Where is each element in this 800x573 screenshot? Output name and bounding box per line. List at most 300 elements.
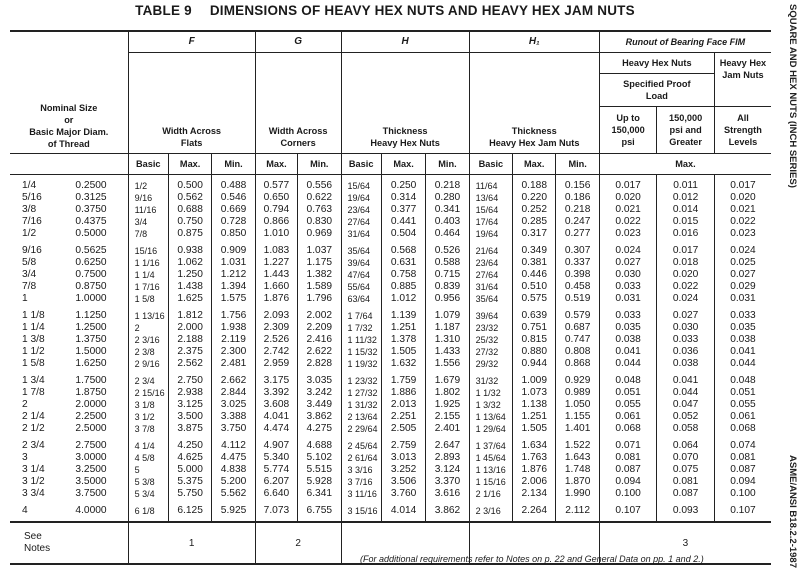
table-cell: 1.505 bbox=[381, 346, 425, 358]
table-cell: 2.526 bbox=[255, 334, 297, 346]
table-cell: 0.687 bbox=[556, 322, 599, 334]
table-cell: 0.025 bbox=[714, 257, 771, 269]
table-cell: 2 9/16 bbox=[128, 358, 168, 370]
header-h-min: Min. bbox=[426, 154, 469, 175]
table-cell: 2 bbox=[128, 322, 168, 334]
table-cell: 0.751 bbox=[513, 322, 556, 334]
table-cell: 0.280 bbox=[426, 192, 469, 204]
header-h-max: Max. bbox=[381, 154, 425, 175]
table-cell: 0.070 bbox=[657, 452, 715, 464]
table-cell: 5.925 bbox=[212, 500, 255, 522]
table-cell: 3.124 bbox=[426, 464, 469, 476]
table-cell: 0.588 bbox=[426, 257, 469, 269]
table-cell: 3.242 bbox=[298, 387, 341, 399]
header-h-symbol: H bbox=[341, 31, 469, 53]
table-cell: 7.073 bbox=[255, 500, 297, 522]
table-cell: 2 3/16 bbox=[128, 334, 168, 346]
table-cell: 1.251 bbox=[513, 411, 556, 423]
table-cell: 0.758 bbox=[381, 269, 425, 281]
table-cell: 1/2 bbox=[22, 228, 37, 239]
table-cell: 19/64 bbox=[469, 228, 512, 240]
table-cell: 4 1/4 bbox=[128, 435, 168, 452]
table-cell: 1.938 bbox=[212, 322, 255, 334]
table-cell: 2.209 bbox=[298, 322, 341, 334]
table-cell: 3.388 bbox=[212, 411, 255, 423]
table-cell: 0.519 bbox=[556, 293, 599, 305]
header-g-max: Max. bbox=[255, 154, 297, 175]
footnote: (For additional requirements refer to Notes on p. 22 and General Data on pp. 1 and 2.) bbox=[360, 554, 704, 564]
table-cell: 0.023 bbox=[599, 228, 657, 240]
table-cell: 0.051 bbox=[599, 387, 657, 399]
table-cell: 0.021 bbox=[599, 204, 657, 216]
table-cell: 1 23/32 bbox=[341, 370, 381, 387]
table-cell: 2.647 bbox=[426, 435, 469, 452]
table-cell: 3.013 bbox=[381, 452, 425, 464]
table-cell: 3 3/4 bbox=[22, 488, 45, 499]
table-cell: 1 5/8 bbox=[128, 293, 168, 305]
table-cell: 6.207 bbox=[255, 476, 297, 488]
table-cell: 2 13/64 bbox=[341, 411, 381, 423]
table-cell: 0.398 bbox=[556, 269, 599, 281]
table-cell: 3/4 bbox=[128, 216, 168, 228]
table-cell: 1 27/32 bbox=[341, 387, 381, 399]
table-cell: 2.134 bbox=[513, 488, 556, 500]
table-cell: 3 3/16 bbox=[341, 464, 381, 476]
table-cell: 1.625 bbox=[168, 293, 211, 305]
table-cell: 0.944 bbox=[513, 358, 556, 370]
table-cell: 0.033 bbox=[657, 334, 715, 346]
table-cell: 0.307 bbox=[556, 240, 599, 257]
table-cell: 1.212 bbox=[212, 269, 255, 281]
table-cell: 0.052 bbox=[657, 411, 715, 423]
table-cell: 0.458 bbox=[556, 281, 599, 293]
table-cell: 0.044 bbox=[657, 387, 715, 399]
table-cell: 3.252 bbox=[381, 464, 425, 476]
table-cell: 2 29/64 bbox=[341, 423, 381, 435]
table-cell: 2.2500 bbox=[75, 411, 107, 422]
table-cell: 3.875 bbox=[168, 423, 211, 435]
table-cell: 2.750 bbox=[168, 370, 211, 387]
table-cell: 0.081 bbox=[599, 452, 657, 464]
table-cell: 0.044 bbox=[714, 358, 771, 370]
table-cell: 2.0000 bbox=[75, 399, 107, 410]
table-cell: 1 1/4 bbox=[22, 322, 45, 333]
table-cell: 0.027 bbox=[714, 269, 771, 281]
table-cell: 2 45/64 bbox=[341, 435, 381, 452]
table-cell: 0.156 bbox=[556, 175, 599, 193]
table-body bbox=[10, 175, 771, 523]
table-cell: 1 7/32 bbox=[341, 322, 381, 334]
table-row bbox=[10, 240, 771, 257]
table-cell: 1/2 bbox=[128, 175, 168, 193]
table-cell: 1.2500 bbox=[75, 322, 107, 333]
table-cell: 3.862 bbox=[298, 411, 341, 423]
table-cell: 0.341 bbox=[426, 204, 469, 216]
table-cell: 0.969 bbox=[298, 228, 341, 240]
header-runout-max: Max. bbox=[599, 154, 771, 175]
table-cell: 2.562 bbox=[168, 358, 211, 370]
table-cell: 39/64 bbox=[469, 305, 512, 322]
header-f-max: Max. bbox=[168, 154, 211, 175]
table-cell: 0.504 bbox=[381, 228, 425, 240]
table-cell: 2 3/8 bbox=[128, 346, 168, 358]
table-cell: 17/64 bbox=[469, 216, 512, 228]
table-cell: 0.510 bbox=[513, 281, 556, 293]
table-cell: 27/32 bbox=[469, 346, 512, 358]
table-cell: 0.218 bbox=[556, 204, 599, 216]
table-cell: 1.155 bbox=[556, 411, 599, 423]
table-cell: 1.870 bbox=[556, 476, 599, 488]
header-specified-proof-load: Specified Proof Load bbox=[599, 74, 714, 107]
table-cell: 1.050 bbox=[556, 399, 599, 411]
table-cell: 0.526 bbox=[426, 240, 469, 257]
table-cell: 0.061 bbox=[714, 411, 771, 423]
table-cell: 1.812 bbox=[168, 305, 211, 322]
table-cell: 0.639 bbox=[513, 305, 556, 322]
table-cell: 1.037 bbox=[298, 240, 341, 257]
table-cell: 2.505 bbox=[381, 423, 425, 435]
header-h1-basic: Basic bbox=[469, 154, 512, 175]
table-cell: 4 bbox=[22, 505, 28, 516]
table-cell: 0.107 bbox=[714, 500, 771, 522]
table-cell: 1.062 bbox=[168, 257, 211, 269]
table-cell: 5.774 bbox=[255, 464, 297, 476]
table-cell: 3.500 bbox=[168, 411, 211, 423]
table-row bbox=[10, 488, 771, 500]
header-g-symbol: G bbox=[255, 31, 341, 53]
table-title bbox=[0, 3, 770, 18]
table-cell: 1.382 bbox=[298, 269, 341, 281]
table-cell: 0.546 bbox=[212, 192, 255, 204]
table-cell: 0.3125 bbox=[75, 192, 107, 203]
table-cell: 1/4 bbox=[22, 180, 37, 191]
table-cell: 1 7/16 bbox=[128, 281, 168, 293]
table-cell: 4.014 bbox=[381, 500, 425, 522]
table-cell: 0.081 bbox=[657, 476, 715, 488]
table-cell: 1.251 bbox=[381, 322, 425, 334]
table-cell: 0.763 bbox=[298, 204, 341, 216]
table-cell: 0.017 bbox=[714, 175, 771, 193]
table-cell: 3/8 bbox=[22, 204, 37, 215]
table-cell: 1.009 bbox=[513, 370, 556, 387]
table-cell: 0.688 bbox=[168, 204, 211, 216]
table-cell: 0.5625 bbox=[75, 245, 107, 256]
table-cell: 47/64 bbox=[341, 269, 381, 281]
table-cell: 0.885 bbox=[381, 281, 425, 293]
table-cell: 0.051 bbox=[714, 387, 771, 399]
table-cell: 1 1/16 bbox=[128, 257, 168, 269]
table-cell: 2.959 bbox=[255, 358, 297, 370]
table-row bbox=[10, 452, 771, 464]
table-cell: 2.759 bbox=[381, 435, 425, 452]
table-cell: 1.443 bbox=[255, 269, 297, 281]
table-cell: 0.061 bbox=[599, 411, 657, 423]
table-cell: 0.024 bbox=[714, 240, 771, 257]
table-cell: 0.055 bbox=[599, 399, 657, 411]
table-cell: 3.862 bbox=[426, 500, 469, 522]
table-cell: 0.058 bbox=[657, 423, 715, 435]
table-cell: 1 7/64 bbox=[341, 305, 381, 322]
table-cell: 3.506 bbox=[381, 476, 425, 488]
table-cell: 3 7/8 bbox=[128, 423, 168, 435]
table-cell: 0.074 bbox=[714, 435, 771, 452]
header-width-across-corners: Width Across Corners bbox=[255, 53, 341, 154]
table-row bbox=[10, 399, 771, 411]
table-cell: 15/64 bbox=[341, 175, 381, 193]
table-cell: 0.014 bbox=[657, 204, 715, 216]
table-row bbox=[10, 334, 771, 346]
table-cell: 1 37/64 bbox=[469, 435, 512, 452]
table-cell: 2 1/4 bbox=[22, 411, 45, 422]
table-cell: 0.186 bbox=[556, 192, 599, 204]
table-cell: 1.1250 bbox=[75, 310, 107, 321]
table-cell: 1.6250 bbox=[75, 358, 107, 369]
table-cell: 0.880 bbox=[513, 346, 556, 358]
table-cell: 1 13/64 bbox=[469, 411, 512, 423]
table-cell: 1 15/16 bbox=[469, 476, 512, 488]
table-row bbox=[10, 358, 771, 370]
table-row bbox=[10, 293, 771, 305]
table-cell: 55/64 bbox=[341, 281, 381, 293]
table-cell: 0.017 bbox=[599, 175, 657, 193]
note-ref-f: 1 bbox=[128, 522, 255, 564]
table-cell: 5.515 bbox=[298, 464, 341, 476]
table-cell: 1.886 bbox=[381, 387, 425, 399]
table-cell: 2.401 bbox=[426, 423, 469, 435]
table-cell: 2 bbox=[22, 399, 28, 410]
table-cell: 1.175 bbox=[298, 257, 341, 269]
header-150000-and-greater: 150,000 psi and Greater bbox=[657, 107, 715, 154]
dimensions-table bbox=[10, 30, 771, 565]
table-cell: 3.7500 bbox=[75, 488, 107, 499]
table-cell: 1.763 bbox=[513, 452, 556, 464]
table-cell: 11/16 bbox=[128, 204, 168, 216]
table-cell: 7/8 bbox=[22, 281, 37, 292]
table-cell: 3 1/8 bbox=[128, 399, 168, 411]
table-cell: 0.033 bbox=[714, 305, 771, 322]
header-g-min: Min. bbox=[298, 154, 341, 175]
table-cell: 1.876 bbox=[255, 293, 297, 305]
table-cell: 3 15/16 bbox=[341, 500, 381, 522]
table-cell: 0.631 bbox=[381, 257, 425, 269]
table-cell: 4.838 bbox=[212, 464, 255, 476]
table-cell: 0.031 bbox=[714, 293, 771, 305]
table-cell: 1 19/32 bbox=[341, 358, 381, 370]
table-cell: 0.750 bbox=[168, 216, 211, 228]
table-cell: 3.175 bbox=[255, 370, 297, 387]
table-cell: 2 3/4 bbox=[128, 370, 168, 387]
table-cell: 0.044 bbox=[599, 358, 657, 370]
table-cell: 0.041 bbox=[599, 346, 657, 358]
table-cell: 2 1/2 bbox=[22, 423, 45, 434]
table-row bbox=[10, 305, 771, 322]
table-cell: 0.094 bbox=[599, 476, 657, 488]
table-cell: 1.187 bbox=[426, 322, 469, 334]
table-cell: 2.5000 bbox=[75, 423, 107, 434]
table-cell: 5.200 bbox=[212, 476, 255, 488]
table-cell: 0.016 bbox=[657, 228, 715, 240]
table-cell: 0.041 bbox=[714, 346, 771, 358]
table-cell: 0.055 bbox=[714, 399, 771, 411]
table-cell: 3.5000 bbox=[75, 476, 107, 487]
header-nominal-size: Nominal Size or Basic Major Diam. of Thread bbox=[10, 31, 128, 154]
table-cell: 1.7500 bbox=[75, 375, 107, 386]
table-cell: 0.747 bbox=[556, 334, 599, 346]
table-cell: 1.010 bbox=[255, 228, 297, 240]
table-number: TABLE 9 bbox=[135, 3, 192, 18]
table-cell: 2.828 bbox=[298, 358, 341, 370]
table-cell: 0.024 bbox=[657, 293, 715, 305]
table-cell: 3 11/16 bbox=[341, 488, 381, 500]
table-cell: 19/64 bbox=[341, 192, 381, 204]
table-cell: 0.038 bbox=[714, 334, 771, 346]
table-cell: 0.022 bbox=[599, 216, 657, 228]
table-cell: 1.138 bbox=[513, 399, 556, 411]
table-cell: 1 13/16 bbox=[469, 464, 512, 476]
table-cell: 0.036 bbox=[657, 346, 715, 358]
table-cell: 0.030 bbox=[599, 269, 657, 281]
table-cell: 0.728 bbox=[212, 216, 255, 228]
table-cell: 2 3/16 bbox=[469, 500, 512, 522]
table-cell: 1.250 bbox=[168, 269, 211, 281]
table-cell: 3.449 bbox=[298, 399, 341, 411]
table-cell: 0.929 bbox=[556, 370, 599, 387]
table-cell: 1.310 bbox=[426, 334, 469, 346]
table-cell: 1.505 bbox=[513, 423, 556, 435]
header-heavy-hex-jam-nuts: Heavy Hex Jam Nuts bbox=[714, 53, 771, 107]
header-width-across-flats: Width Across Flats bbox=[128, 53, 255, 154]
table-row bbox=[10, 228, 771, 240]
table-cell: 1.990 bbox=[556, 488, 599, 500]
table-cell: 1 13/16 bbox=[128, 305, 168, 322]
table-cell: 4.250 bbox=[168, 435, 211, 452]
table-cell: 4.474 bbox=[255, 423, 297, 435]
table-cell: 1 7/8 bbox=[22, 387, 45, 398]
table-cell: 0.020 bbox=[657, 269, 715, 281]
table-cell: 1.227 bbox=[255, 257, 297, 269]
table-cell: 1.660 bbox=[255, 281, 297, 293]
table-cell: 0.2500 bbox=[75, 180, 107, 191]
table-cell: 0.381 bbox=[513, 257, 556, 269]
table-cell: 0.081 bbox=[714, 452, 771, 464]
header-runout: Runout of Bearing Face FIM bbox=[599, 31, 771, 53]
table-cell: 2.416 bbox=[298, 334, 341, 346]
table-cell: 1.575 bbox=[212, 293, 255, 305]
header-all-strength-levels: All Strength Levels bbox=[714, 107, 771, 154]
table-cell: 1.0000 bbox=[75, 293, 107, 304]
table-cell: 0.064 bbox=[657, 435, 715, 452]
table-cell: 5/16 bbox=[22, 192, 42, 203]
table-cell: 4.041 bbox=[255, 411, 297, 423]
table-cell: 0.909 bbox=[212, 240, 255, 257]
table-cell: 0.815 bbox=[513, 334, 556, 346]
table-cell: 2.375 bbox=[168, 346, 211, 358]
table-cell: 1.748 bbox=[556, 464, 599, 476]
table-cell: 2.119 bbox=[212, 334, 255, 346]
table-cell: 0.029 bbox=[714, 281, 771, 293]
table-cell: 1 15/32 bbox=[341, 346, 381, 358]
table-cell: 2.622 bbox=[298, 346, 341, 358]
table-cell: 1.8750 bbox=[75, 387, 107, 398]
table-cell: 3 1/4 bbox=[22, 464, 45, 475]
table-cell: 1.634 bbox=[513, 435, 556, 452]
table-cell: 1.522 bbox=[556, 435, 599, 452]
table-cell: 0.868 bbox=[556, 358, 599, 370]
table-cell: 0.989 bbox=[556, 387, 599, 399]
table-cell: 1.632 bbox=[381, 358, 425, 370]
table-cell: 0.033 bbox=[599, 281, 657, 293]
table-cell: 1.394 bbox=[212, 281, 255, 293]
table-cell: 0.107 bbox=[599, 500, 657, 522]
table-cell: 13/64 bbox=[469, 192, 512, 204]
table-cell: 2.893 bbox=[426, 452, 469, 464]
table-cell: 27/64 bbox=[341, 216, 381, 228]
table-cell: 1 3/32 bbox=[469, 399, 512, 411]
table-cell: 0.071 bbox=[599, 435, 657, 452]
table-cell: 0.622 bbox=[298, 192, 341, 204]
table-cell: 4.907 bbox=[255, 435, 297, 452]
table-cell: 1.556 bbox=[426, 358, 469, 370]
header-f-min: Min. bbox=[212, 154, 255, 175]
table-cell: 4 5/8 bbox=[128, 452, 168, 464]
table-cell: 1.589 bbox=[298, 281, 341, 293]
table-cell: 2.188 bbox=[168, 334, 211, 346]
table-cell: 0.068 bbox=[599, 423, 657, 435]
table-cell: 0.250 bbox=[381, 175, 425, 193]
table-row bbox=[10, 216, 771, 228]
table-cell: 2 15/16 bbox=[128, 387, 168, 399]
table-cell: 1.796 bbox=[298, 293, 341, 305]
table-cell: 3.608 bbox=[255, 399, 297, 411]
table-row bbox=[10, 281, 771, 293]
table-cell: 9/16 bbox=[128, 192, 168, 204]
table-cell: 1.139 bbox=[381, 305, 425, 322]
table-cell: 0.018 bbox=[657, 257, 715, 269]
table-row bbox=[10, 464, 771, 476]
table-cell: 0.247 bbox=[556, 216, 599, 228]
table-cell: 5.928 bbox=[298, 476, 341, 488]
table-cell: 5 3/4 bbox=[128, 488, 168, 500]
table-cell: 0.087 bbox=[714, 464, 771, 476]
table-cell: 4.475 bbox=[212, 452, 255, 464]
table-cell: 0.577 bbox=[255, 175, 297, 193]
table-cell: 2.300 bbox=[212, 346, 255, 358]
table-cell: 1 1/32 bbox=[469, 387, 512, 399]
table-cell: 2.000 bbox=[168, 322, 211, 334]
table-cell: 0.038 bbox=[599, 334, 657, 346]
note-ref-runout: 3 bbox=[599, 522, 771, 564]
table-cell: 23/64 bbox=[469, 257, 512, 269]
table-cell: 0.093 bbox=[657, 500, 715, 522]
header-heavy-hex-nuts: Heavy Hex Nuts bbox=[599, 53, 714, 74]
table-cell: 0.022 bbox=[657, 281, 715, 293]
table-cell: 0.4375 bbox=[75, 216, 107, 227]
table-row bbox=[10, 411, 771, 423]
table-cell: 2.264 bbox=[513, 500, 556, 522]
table-cell: 1 11/32 bbox=[341, 334, 381, 346]
table-cell: 3.125 bbox=[168, 399, 211, 411]
table-cell: 3/4 bbox=[22, 269, 37, 280]
table-cell: 0.021 bbox=[714, 204, 771, 216]
table-cell: 0.027 bbox=[599, 257, 657, 269]
table-cell: 29/32 bbox=[469, 358, 512, 370]
table-cell: 3.760 bbox=[381, 488, 425, 500]
table-cell: 0.285 bbox=[513, 216, 556, 228]
header-thickness-jam: Thickness Heavy Hex Jam Nuts bbox=[469, 53, 599, 154]
table-cell: 0.020 bbox=[714, 192, 771, 204]
table-cell: 0.562 bbox=[168, 192, 211, 204]
table-cell: 4.275 bbox=[298, 423, 341, 435]
